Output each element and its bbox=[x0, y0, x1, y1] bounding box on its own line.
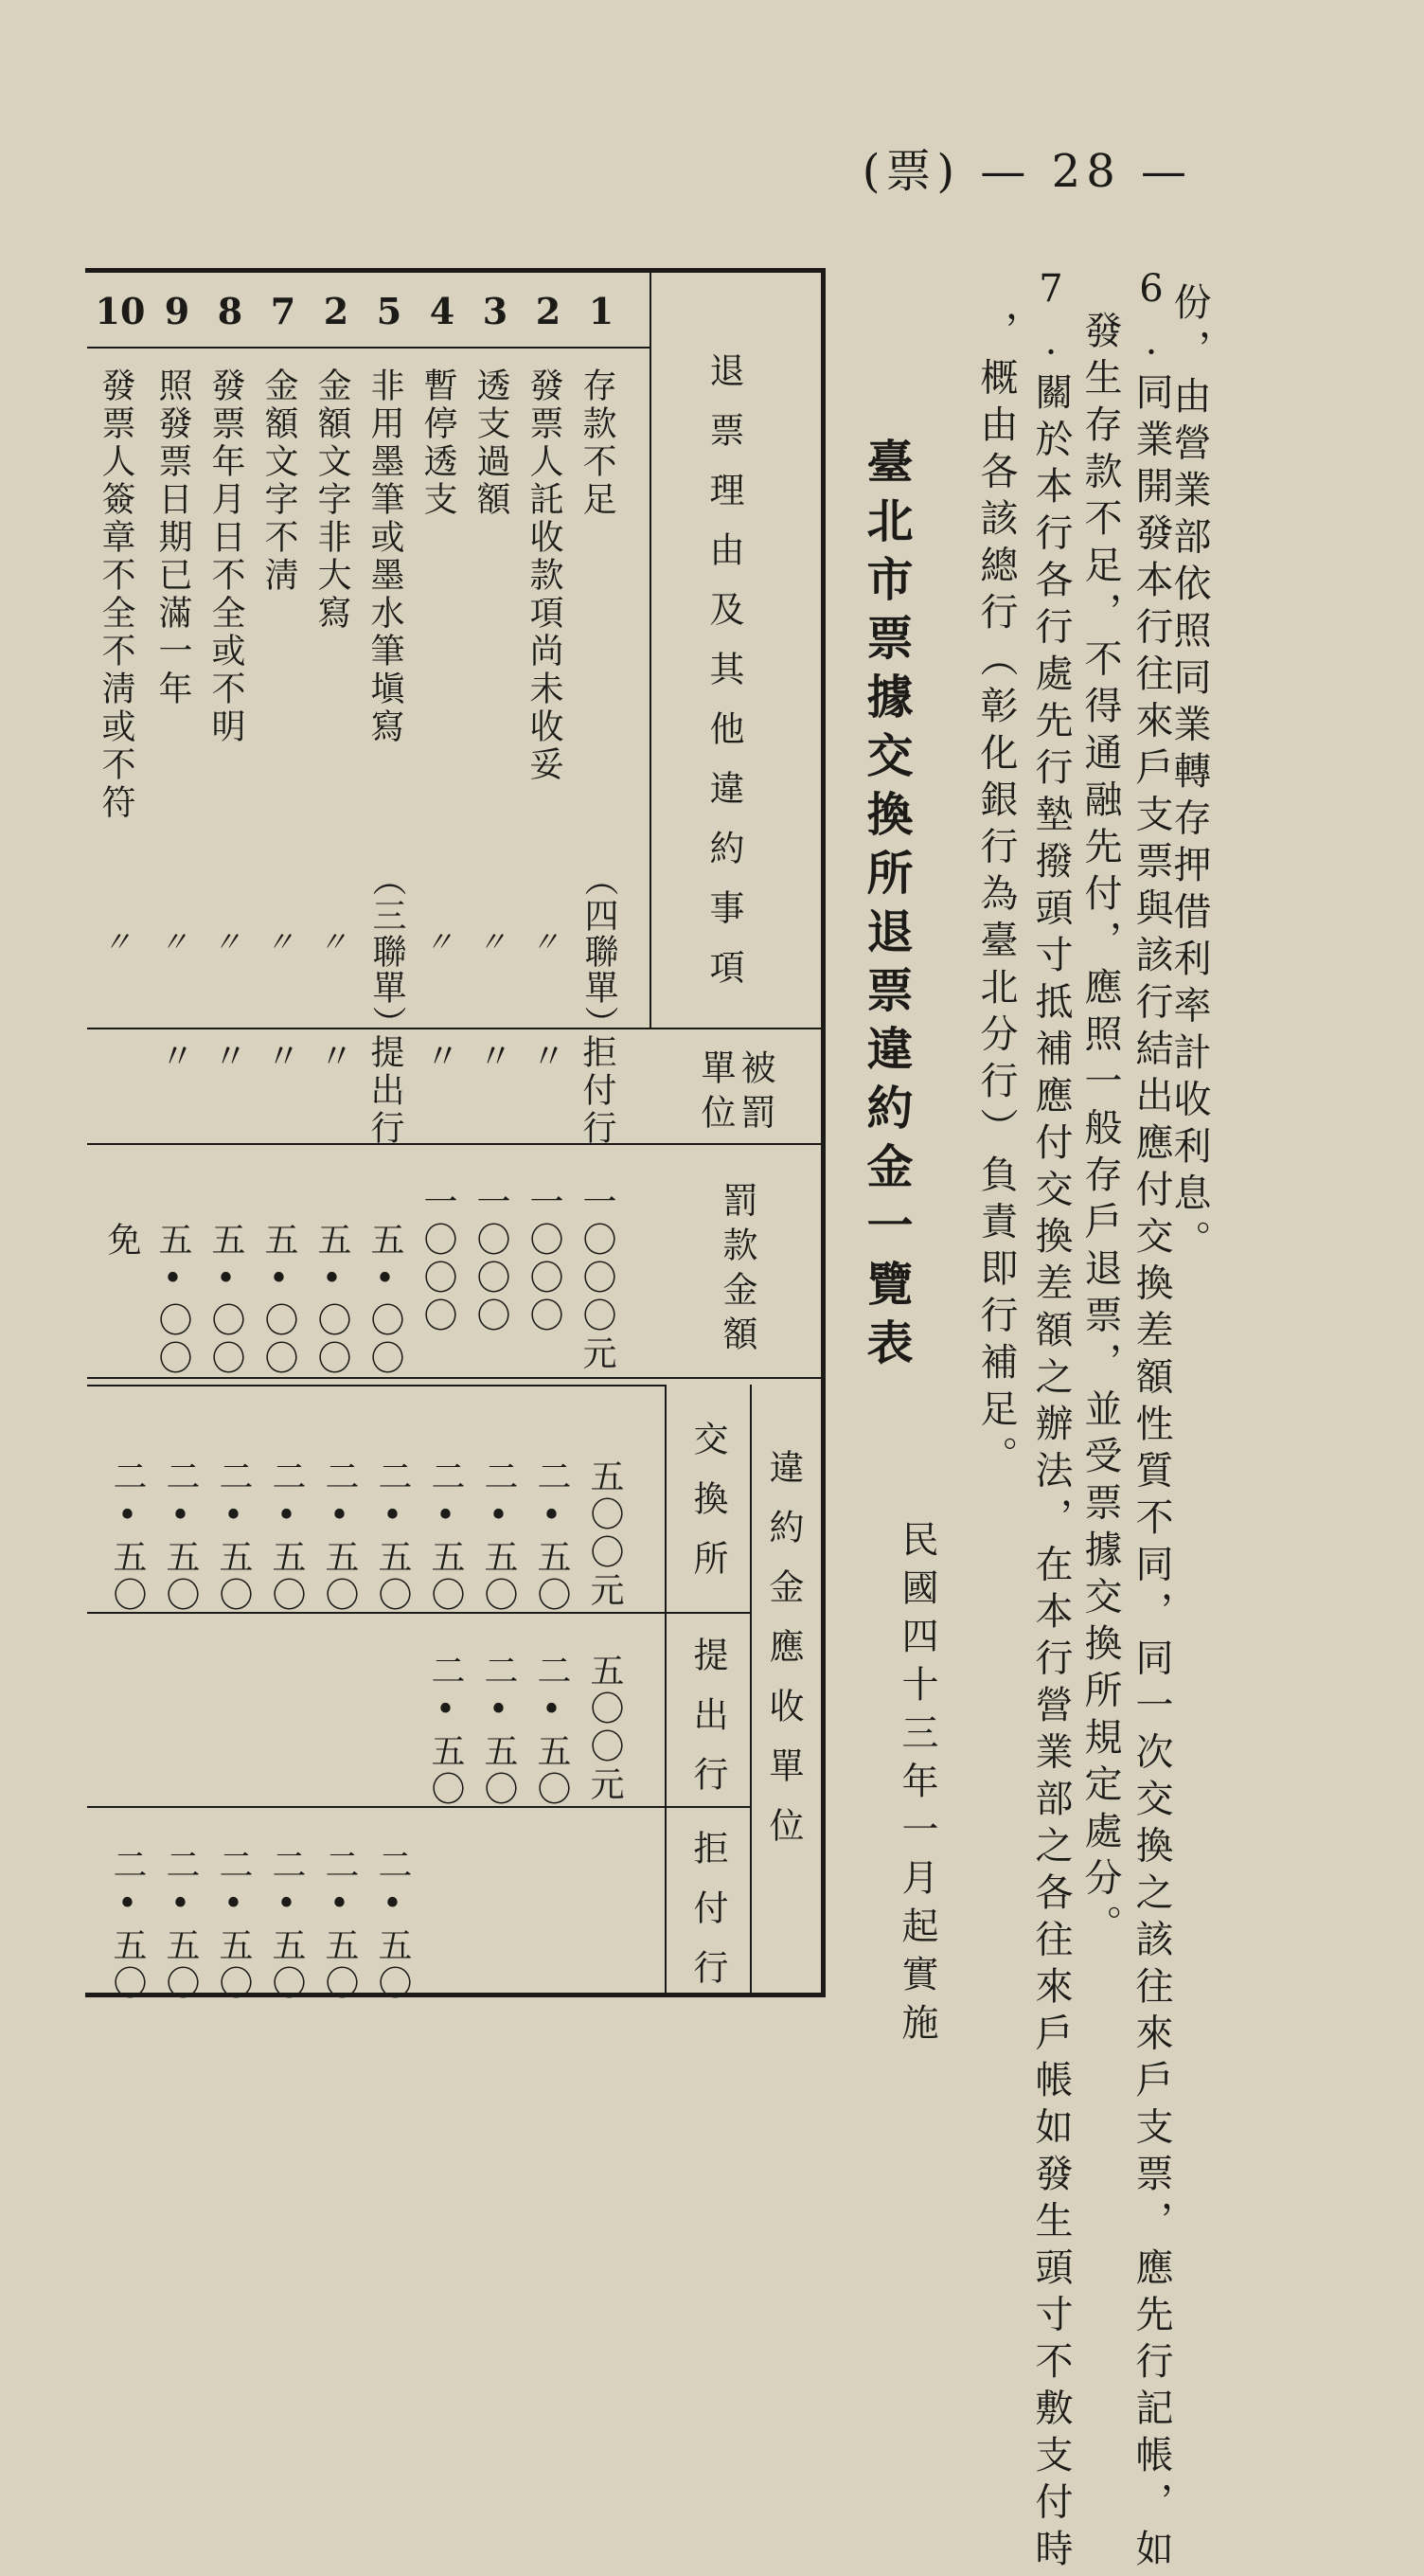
ditto-mark: 〃 bbox=[528, 926, 566, 959]
presenting-cell: 二•五〇 bbox=[479, 1653, 518, 1809]
header-presenting: 提出行 bbox=[687, 1637, 728, 1816]
unit-cell: 〃 bbox=[155, 1038, 194, 1076]
row-number: 2 bbox=[535, 290, 561, 332]
unit-cell: 〃 bbox=[526, 1038, 565, 1076]
fine-cell: 一〇〇〇 bbox=[418, 1184, 457, 1335]
exchange-cell: 二•五〇 bbox=[161, 1458, 200, 1615]
unit-cell: 提出行 bbox=[365, 1034, 404, 1148]
row-number: 8 bbox=[217, 290, 243, 332]
fine-cell: 一〇〇〇元 bbox=[578, 1184, 616, 1373]
fine-cell: 五•〇〇 bbox=[206, 1222, 245, 1378]
paying-cell: 二•五〇 bbox=[267, 1847, 306, 2003]
paragraph-line: 發生存款不足，不得通融先付，應照一般存戶退票，並受票據交換所規定處分。 bbox=[1078, 311, 1122, 1952]
row-number: 2 bbox=[323, 290, 349, 332]
exchange-cell: 二•五〇 bbox=[426, 1458, 465, 1615]
exchange-cell: 二•五〇 bbox=[479, 1458, 518, 1615]
paying-cell: 二•五〇 bbox=[214, 1847, 253, 2003]
exchange-cell: 二•五〇 bbox=[373, 1458, 412, 1615]
header-reason: 退票理由及其他違約事項 bbox=[703, 352, 744, 1009]
paying-cell: 二•五〇 bbox=[161, 1847, 200, 2003]
presenting-cell: 二•五〇 bbox=[532, 1653, 571, 1809]
presenting-cell: 二•五〇 bbox=[426, 1653, 465, 1809]
reason-cell: 金額文字非大寫 bbox=[312, 367, 351, 633]
paragraph-line: 7.關於本行各行處先行墊撥頭寸抵補應付交換差額之辦法，在本行營業部之各往來戶帳如發生頭寸不敷支付時 bbox=[1029, 267, 1073, 2576]
header-penalized: 單位 bbox=[695, 1049, 736, 1138]
paying-cell: 二•五〇 bbox=[373, 1847, 412, 2003]
paying-cell: 二•五〇 bbox=[320, 1847, 359, 2003]
row-number: 5 bbox=[376, 290, 402, 332]
paying-cell: 二•五〇 bbox=[108, 1847, 147, 2003]
row-number: 7 bbox=[270, 290, 296, 332]
ditto-mark: 〃 bbox=[316, 926, 354, 959]
exchange-cell: 五〇〇元 bbox=[585, 1458, 624, 1610]
fine-cell: 一〇〇〇 bbox=[525, 1184, 563, 1335]
ditto-mark: 〃 bbox=[100, 926, 138, 959]
unit-cell: 〃 bbox=[420, 1038, 459, 1076]
row-number: 4 bbox=[429, 290, 455, 332]
unit-cell: 〃 bbox=[314, 1038, 353, 1076]
paragraph-line: 份，由營業部依照同業轉存押借利率計收利息。 bbox=[1167, 282, 1211, 1267]
unit-cell: 〃 bbox=[473, 1038, 512, 1076]
unit-cell: 拒付行 bbox=[578, 1034, 616, 1148]
header-exchange: 交換所 bbox=[687, 1421, 728, 1600]
ditto-mark: 〃 bbox=[475, 926, 513, 959]
exchange-cell: 二•五〇 bbox=[108, 1458, 147, 1615]
header-paying: 拒付行 bbox=[687, 1830, 728, 2009]
ditto-mark: 〃 bbox=[210, 926, 248, 959]
fine-cell: 五•〇〇 bbox=[259, 1222, 298, 1378]
reason-cell: 存款不足 bbox=[578, 367, 616, 519]
presenting-cell: 五〇〇元 bbox=[585, 1653, 624, 1804]
reason-cell: 照發票日期已滿一年 bbox=[153, 367, 192, 708]
header-penalized: 被罰 bbox=[735, 1049, 775, 1138]
reason-cell: 發票人託收款項尚未收妥 bbox=[525, 367, 563, 784]
paragraph-line: ，概由各該總行（彰化銀行為臺北分行）負責即行補足。 bbox=[974, 311, 1018, 1483]
row-number: 1 bbox=[588, 290, 614, 332]
fine-cell: 五•〇〇 bbox=[365, 1222, 404, 1378]
ditto-mark: 〃 bbox=[422, 926, 460, 959]
row-number: 10 bbox=[95, 290, 146, 332]
fine-cell: 免 bbox=[102, 1222, 141, 1260]
note-cell: （四聯單） bbox=[579, 862, 618, 1042]
reason-cell: 暫停透支 bbox=[418, 367, 457, 519]
row-number: 9 bbox=[164, 290, 190, 332]
effective-date: 民國四十三年一月起實施 bbox=[896, 1520, 938, 2051]
header-breach: 違約金應收單位 bbox=[763, 1449, 804, 1867]
reason-cell: 發票年月日不全或不明 bbox=[206, 367, 245, 746]
paragraph-line: 6.同業開發本行往來戶支票與該行結出應付交換差額性質不同，同一次交換之該往來戶支票，應先行記帳，如 bbox=[1130, 267, 1173, 2576]
exchange-cell: 二•五〇 bbox=[320, 1458, 359, 1615]
fine-cell: 五•〇〇 bbox=[312, 1222, 351, 1378]
fine-cell: 一〇〇〇 bbox=[472, 1184, 510, 1335]
ditto-mark: 〃 bbox=[157, 926, 195, 959]
unit-cell: 〃 bbox=[261, 1038, 300, 1076]
fine-cell: 五•〇〇 bbox=[153, 1222, 192, 1378]
exchange-cell: 二•五〇 bbox=[214, 1458, 253, 1615]
table-title: 臺北市票據交換所退票違約金一覽表 bbox=[860, 438, 915, 1377]
reason-cell: 非用墨筆或墨水筆塡寫 bbox=[365, 367, 404, 746]
header-fine: 罰款金額 bbox=[717, 1182, 757, 1360]
unit-cell: 〃 bbox=[208, 1038, 247, 1076]
reason-cell: 發票人簽章不全不淸或不符 bbox=[97, 367, 135, 822]
note-cell: （三聯單） bbox=[367, 862, 406, 1042]
reason-cell: 透支過額 bbox=[472, 367, 510, 519]
reason-cell: 金額文字不淸 bbox=[259, 367, 298, 595]
ditto-mark: 〃 bbox=[263, 926, 301, 959]
row-number: 3 bbox=[482, 290, 508, 332]
exchange-cell: 二•五〇 bbox=[267, 1458, 306, 1615]
exchange-cell: 二•五〇 bbox=[532, 1458, 571, 1615]
page-header: (票) — 28 — bbox=[862, 145, 1192, 198]
